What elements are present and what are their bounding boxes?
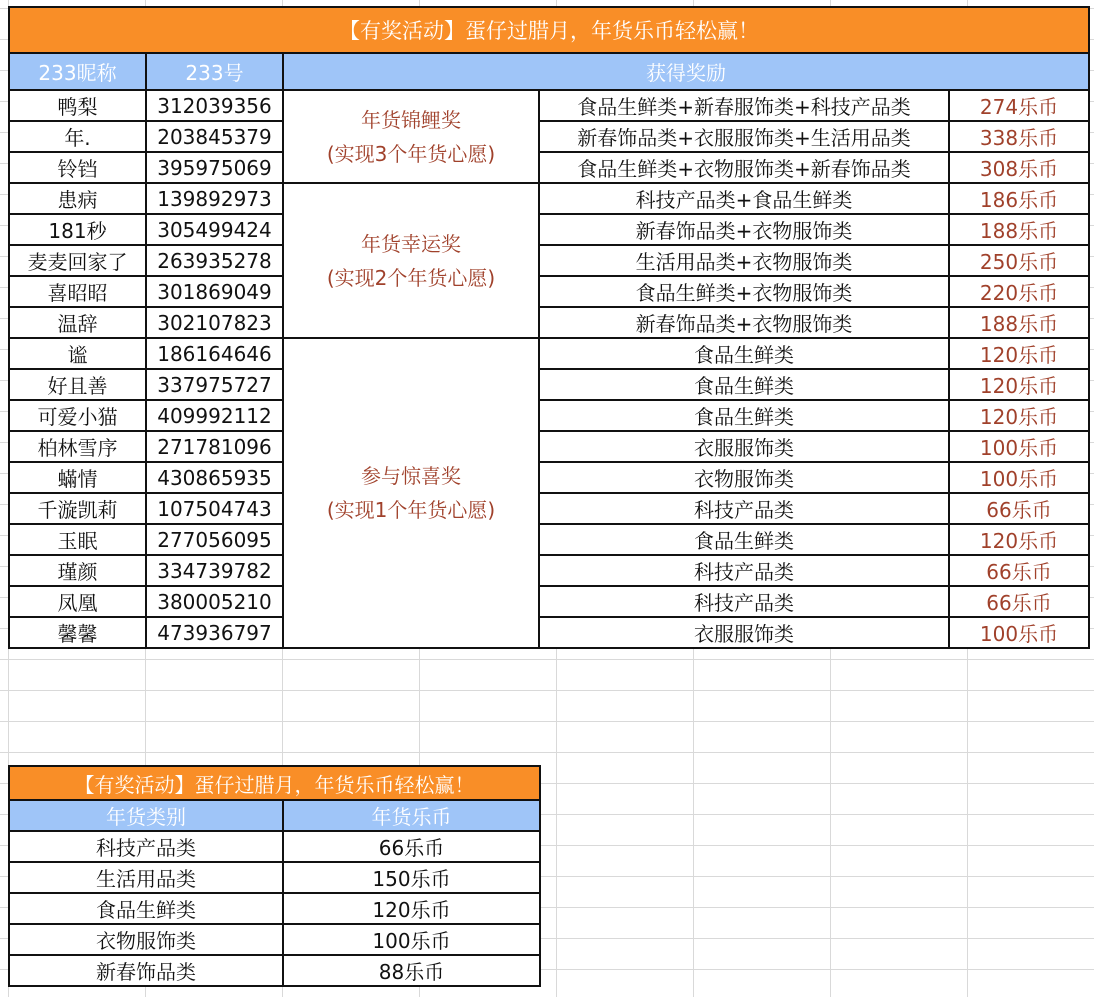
- prize-name: 年货锦鲤奖: [361, 107, 461, 132]
- table-row: [9, 214, 1089, 245]
- category-coins-cell[interactable]: 150乐币: [283, 862, 540, 893]
- items-cell[interactable]: 食品生鲜类: [539, 524, 949, 555]
- items-cell[interactable]: 科技产品类: [539, 493, 949, 524]
- category-cell[interactable]: 衣物服饰类: [9, 924, 283, 955]
- nickname-cell[interactable]: 瑾颜: [9, 555, 146, 586]
- header-nickname[interactable]: 233昵称: [9, 53, 146, 90]
- table-row: [9, 493, 1089, 524]
- coins-cell[interactable]: 100乐币: [949, 462, 1089, 493]
- id-cell[interactable]: 430865935: [146, 462, 283, 493]
- id-cell[interactable]: 334739782: [146, 555, 283, 586]
- coins-cell[interactable]: 250乐币: [949, 245, 1089, 276]
- nickname-cell[interactable]: 喜昭昭: [9, 276, 146, 307]
- items-cell[interactable]: 食品生鲜类: [539, 338, 949, 369]
- items-cell[interactable]: 新春饰品类+衣物服饰类: [539, 214, 949, 245]
- rewards-table-title[interactable]: 【有奖活动】蛋仔过腊月，年货乐币轻松赢！: [9, 7, 1089, 53]
- id-cell[interactable]: 107504743: [146, 493, 283, 524]
- coins-cell[interactable]: 120乐币: [949, 338, 1089, 369]
- table-row: [9, 893, 540, 924]
- id-cell[interactable]: 271781096: [146, 431, 283, 462]
- header-coins[interactable]: 年货乐币: [283, 800, 540, 831]
- id-cell[interactable]: 409992112: [146, 400, 283, 431]
- table-row: [9, 862, 540, 893]
- coins-cell[interactable]: 220乐币: [949, 276, 1089, 307]
- id-cell[interactable]: 337975727: [146, 369, 283, 400]
- table-row: [9, 524, 1089, 555]
- nickname-cell[interactable]: 铃铛: [9, 152, 146, 183]
- prize-desc: (实现3个年货心愿): [326, 141, 496, 166]
- category-table-body: [9, 831, 540, 986]
- nickname-cell[interactable]: 蟎情: [9, 462, 146, 493]
- table-row: [9, 400, 1089, 431]
- items-cell[interactable]: 衣服服饰类: [539, 431, 949, 462]
- table-row: [9, 924, 540, 955]
- header-category[interactable]: 年货类别: [9, 800, 283, 831]
- coins-cell[interactable]: 186乐币: [949, 183, 1089, 214]
- category-coins-cell[interactable]: 66乐币: [283, 831, 540, 862]
- prize-group-cell[interactable]: [283, 183, 539, 338]
- prize-name: 年货幸运奖: [361, 231, 461, 256]
- table-row: [9, 431, 1089, 462]
- items-cell[interactable]: 新春饰品类+衣服服饰类+生活用品类: [539, 121, 949, 152]
- category-table: [8, 765, 541, 987]
- table-row: [9, 121, 1089, 152]
- table-row: [9, 307, 1089, 338]
- coins-cell[interactable]: 100乐币: [949, 431, 1089, 462]
- items-cell[interactable]: 衣服服饰类: [539, 617, 949, 648]
- rewards-table: [8, 6, 1090, 649]
- nickname-cell[interactable]: 181秒: [9, 214, 146, 245]
- coins-cell[interactable]: 66乐币: [949, 493, 1089, 524]
- prize-desc: (实现2个年货心愿): [326, 265, 496, 290]
- id-cell[interactable]: 186164646: [146, 338, 283, 369]
- table-row: [9, 369, 1089, 400]
- coins-cell[interactable]: 120乐币: [949, 524, 1089, 555]
- nickname-cell[interactable]: 玉眠: [9, 524, 146, 555]
- rewards-table-body: [9, 90, 1089, 648]
- table-row: [9, 183, 1089, 214]
- category-cell[interactable]: 生活用品类: [9, 862, 283, 893]
- coins-cell[interactable]: 338乐币: [949, 121, 1089, 152]
- items-cell[interactable]: 生活用品类+衣物服饰类: [539, 245, 949, 276]
- header-reward[interactable]: 获得奖励: [283, 53, 1089, 90]
- category-cell[interactable]: 新春饰品类: [9, 955, 283, 986]
- nickname-cell[interactable]: 千漩凯莉: [9, 493, 146, 524]
- items-cell[interactable]: 新春饰品类+衣物服饰类: [539, 307, 949, 338]
- items-cell[interactable]: 食品生鲜类: [539, 369, 949, 400]
- items-cell[interactable]: 食品生鲜类+衣物服饰类: [539, 276, 949, 307]
- coins-cell[interactable]: 188乐币: [949, 307, 1089, 338]
- id-cell[interactable]: 139892973: [146, 183, 283, 214]
- category-table-title[interactable]: 【有奖活动】蛋仔过腊月，年货乐币轻松赢！: [9, 766, 540, 800]
- table-row: [9, 555, 1089, 586]
- items-cell[interactable]: 衣物服饰类: [539, 462, 949, 493]
- items-cell[interactable]: 食品生鲜类+衣物服饰类+新春饰品类: [539, 152, 949, 183]
- coins-cell[interactable]: 188乐币: [949, 214, 1089, 245]
- coins-cell[interactable]: 100乐币: [949, 617, 1089, 648]
- table-row: [9, 338, 1089, 369]
- table-row: [9, 152, 1089, 183]
- prize-desc: (实现1个年货心愿): [326, 498, 496, 522]
- nickname-cell[interactable]: 好且善: [9, 369, 146, 400]
- prize-group-cell[interactable]: [283, 90, 539, 183]
- coins-cell[interactable]: 66乐币: [949, 586, 1089, 617]
- id-cell[interactable]: 263935278: [146, 245, 283, 276]
- id-cell[interactable]: 301869049: [146, 276, 283, 307]
- category-coins-cell[interactable]: 100乐币: [283, 924, 540, 955]
- coins-cell[interactable]: 120乐币: [949, 400, 1089, 431]
- items-cell[interactable]: 科技产品类: [539, 555, 949, 586]
- table-row: [9, 831, 540, 862]
- items-cell[interactable]: 食品生鲜类: [539, 400, 949, 431]
- id-cell[interactable]: 302107823: [146, 307, 283, 338]
- prize-group-cell[interactable]: [283, 338, 539, 648]
- coins-cell[interactable]: 274乐币: [949, 90, 1089, 121]
- coins-cell[interactable]: 120乐币: [949, 369, 1089, 400]
- table-row: [9, 90, 1089, 121]
- nickname-cell[interactable]: 患病: [9, 183, 146, 214]
- table-row: [9, 586, 1089, 617]
- header-id[interactable]: 233号: [146, 53, 283, 90]
- nickname-cell[interactable]: 可爱小猫: [9, 400, 146, 431]
- table-row: [9, 617, 1089, 648]
- id-cell[interactable]: 305499424: [146, 214, 283, 245]
- nickname-cell[interactable]: 馨馨: [9, 617, 146, 648]
- nickname-cell[interactable]: 柏林雪序: [9, 431, 146, 462]
- table-row: [9, 955, 540, 986]
- nickname-cell[interactable]: 麦麦回家了: [9, 245, 146, 276]
- category-cell[interactable]: 科技产品类: [9, 831, 283, 862]
- prize-name: 参与惊喜奖: [361, 464, 461, 488]
- id-cell[interactable]: 395975069: [146, 152, 283, 183]
- items-cell[interactable]: 科技产品类+食品生鲜类: [539, 183, 949, 214]
- category-coins-cell[interactable]: 120乐币: [283, 893, 540, 924]
- nickname-cell[interactable]: 谧: [9, 338, 146, 369]
- nickname-cell[interactable]: 凤凰: [9, 586, 146, 617]
- table-row: [9, 245, 1089, 276]
- coins-cell[interactable]: 66乐币: [949, 555, 1089, 586]
- id-cell[interactable]: 312039356: [146, 90, 283, 121]
- nickname-cell[interactable]: 温辞: [9, 307, 146, 338]
- table-row: [9, 276, 1089, 307]
- id-cell[interactable]: 473936797: [146, 617, 283, 648]
- category-cell[interactable]: 食品生鲜类: [9, 893, 283, 924]
- id-cell[interactable]: 277056095: [146, 524, 283, 555]
- items-cell[interactable]: 食品生鲜类+新春服饰类+科技产品类: [539, 90, 949, 121]
- category-coins-cell[interactable]: 88乐币: [283, 955, 540, 986]
- items-cell[interactable]: 科技产品类: [539, 586, 949, 617]
- coins-cell[interactable]: 308乐币: [949, 152, 1089, 183]
- nickname-cell[interactable]: 鸭梨: [9, 90, 146, 121]
- table-row: [9, 462, 1089, 493]
- nickname-cell[interactable]: 年.: [9, 121, 146, 152]
- id-cell[interactable]: 203845379: [146, 121, 283, 152]
- id-cell[interactable]: 380005210: [146, 586, 283, 617]
